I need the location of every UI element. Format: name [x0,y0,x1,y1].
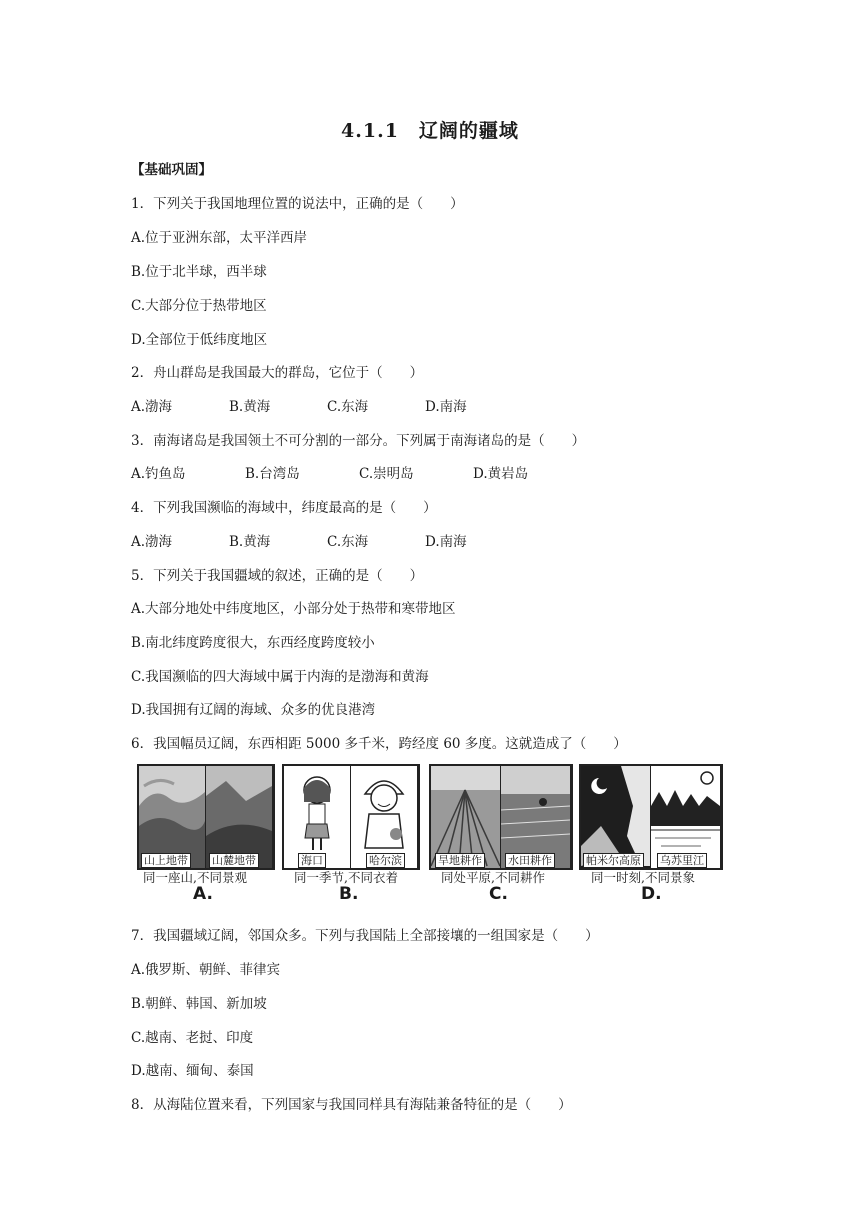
q4-option-c: C.东海 [327,534,369,550]
figure-caption-c: 同处平原,不同耕作 [441,870,545,885]
figure-letter-a: A. [193,884,213,904]
q3-option-a: A.钓鱼岛 [131,466,186,482]
figure-letter-b: B. [339,884,359,904]
q2-option-a: A.渤海 [131,399,173,415]
q5-option-a: A.大部分地处中纬度地区，小部分处于热带和寒带地区 [131,601,456,617]
question-7-stem: 7．我国疆域辽阔，邻国众多。下列与我国陆上全部接壤的一组国家是（ ） [131,928,599,944]
figure-panel-b [282,764,420,870]
q1-option-c: C.大部分位于热带地区 [131,298,267,314]
q5-option-b: B.南北纬度跨度很大，东西经度跨度较小 [131,635,375,651]
q5-option-d: D.我国拥有辽阔的海域、众多的优良港湾 [131,702,376,718]
figure-caption-d: 同一时刻,不同景象 [591,870,695,885]
q6-figure [131,764,723,908]
figure-panel-d [579,764,723,870]
q3-option-d: D.黄岩岛 [473,466,529,482]
q7-option-c: C.越南、老挝、印度 [131,1030,254,1046]
q3-option-c: C.崇明岛 [359,466,414,482]
q4-options [131,530,467,550]
figure-panel-a [137,764,275,870]
q7-option-d: D.越南、缅甸、泰国 [131,1063,254,1079]
figure-caption-a: 同一座山,不同景观 [143,870,247,885]
q4-option-b: B.黄海 [229,534,271,550]
caption-right-c: 水田耕作 [505,853,555,868]
caption-right-d: 乌苏里江 [657,853,707,868]
q3-option-b: B.台湾岛 [245,466,300,482]
q1-option-a: A.位于亚洲东部，太平洋西岸 [131,230,308,246]
question-5-stem: 5．下列关于我国疆域的叙述，正确的是（ ） [131,568,424,584]
q3-options [131,462,528,482]
q7-option-b: B.朝鲜、韩国、新加坡 [131,996,267,1012]
page-title: 4.1.1 辽阔的疆域 [341,120,519,142]
question-6-stem: 6．我国幅员辽阔，东西相距 5000 多千米，跨经度 60 多度。这就造成了（ ） [131,736,627,752]
q4-option-d: D.南海 [425,534,467,550]
caption-right-b: 哈尔滨 [366,853,405,868]
q2-option-b: B.黄海 [229,399,271,415]
caption-left-a: 山上地带 [141,853,191,868]
caption-left-b: 海口 [298,853,326,868]
caption-left-d: 帕米尔高原 [583,853,644,868]
section-heading: 【基础巩固】 [131,162,212,178]
q1-option-d: D.全部位于低纬度地区 [131,332,268,348]
caption-right-a: 山麓地带 [209,853,259,868]
question-8-stem: 8．从海陆位置来看，下列国家与我国同样具有海陆兼备特征的是（ ） [131,1097,572,1113]
q2-options [131,395,467,415]
caption-left-c: 旱地耕作 [435,853,485,868]
q7-option-a: A.俄罗斯、朝鲜、菲律宾 [131,962,281,978]
question-2-stem: 2．舟山群岛是我国最大的群岛，它位于（ ） [131,365,424,381]
q4-option-a: A.渤海 [131,534,173,550]
q2-option-c: C.东海 [327,399,369,415]
question-3-stem: 3．南海诸岛是我国领土不可分割的一部分。下列属于南海诸岛的是（ ） [131,433,586,449]
figure-caption-b: 同一季节,不同衣着 [294,870,398,885]
q2-option-d: D.南海 [425,399,467,415]
figure-letter-c: C. [489,884,508,904]
question-1-stem: 1．下列关于我国地理位置的说法中，正确的是（ ） [131,196,464,212]
question-4-stem: 4．下列我国濒临的海域中，纬度最高的是（ ） [131,500,437,516]
q1-option-b: B.位于北半球，西半球 [131,264,267,280]
q5-option-c: C.我国濒临的四大海域中属于内海的是渤海和黄海 [131,669,429,685]
figure-panel-c [429,764,573,870]
figure-letter-d: D. [641,884,662,904]
